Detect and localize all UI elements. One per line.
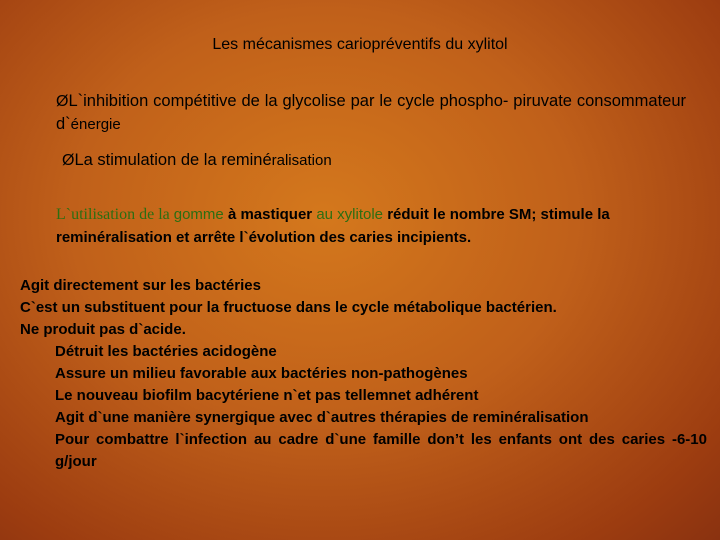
list-item: Agit directement sur les bactéries	[20, 277, 261, 294]
arrow-bullet-icon: Ø	[62, 152, 75, 169]
list-item: Assure un milieu favorable aux bactéries non-pathogènes	[55, 365, 468, 382]
gum-paragraph-part: au xylitole	[316, 206, 388, 223]
arrow-bullet-icon: Ø	[56, 93, 69, 110]
list-item: Détruit les bactéries acidogène	[55, 343, 277, 360]
list-item: Le nouveau biofilm bacytériene n`et pas tellemnet adhérent	[55, 387, 479, 404]
bullet-text-tail: énergie	[70, 116, 121, 133]
bullet-text-tail: ralisation	[271, 152, 332, 169]
gum-paragraph-part: L`utilisation de la	[56, 206, 174, 223]
list-item: Agit d`une manière synergique avec d`autres thérapies de reminéralisation	[55, 409, 589, 426]
bullet-glycolysis	[56, 90, 686, 136]
gum-paragraph	[56, 203, 668, 249]
slide-title: Les mécanismes cariopréventifs du xylitol	[212, 36, 508, 53]
bullet-text: La stimulation de la reminé	[74, 151, 272, 169]
gum-paragraph-part: à mastiquer	[227, 206, 317, 223]
gum-paragraph-part: réduit le nombre SM; stimule la reminéralisation et arrête l`évolution des caries incipients.	[56, 206, 610, 246]
gum-paragraph-part: gomme	[173, 206, 228, 223]
list-item: Pour combattre l`infection au cadre d`une famille don’t les enfants ont des caries -6-10 g/jour	[55, 431, 707, 470]
bullet-text: L`inhibition compétitive de la glycolise par le cycle phospho- piruvate consommateur d`	[56, 92, 686, 133]
list-item: Ne produit pas d`acide.	[20, 321, 186, 338]
list-item: C`est un substituent pour la fructuose dans le cycle métabolique bactérien.	[20, 299, 557, 316]
effects-list	[20, 275, 710, 473]
bullet-remineralisation	[62, 149, 332, 172]
